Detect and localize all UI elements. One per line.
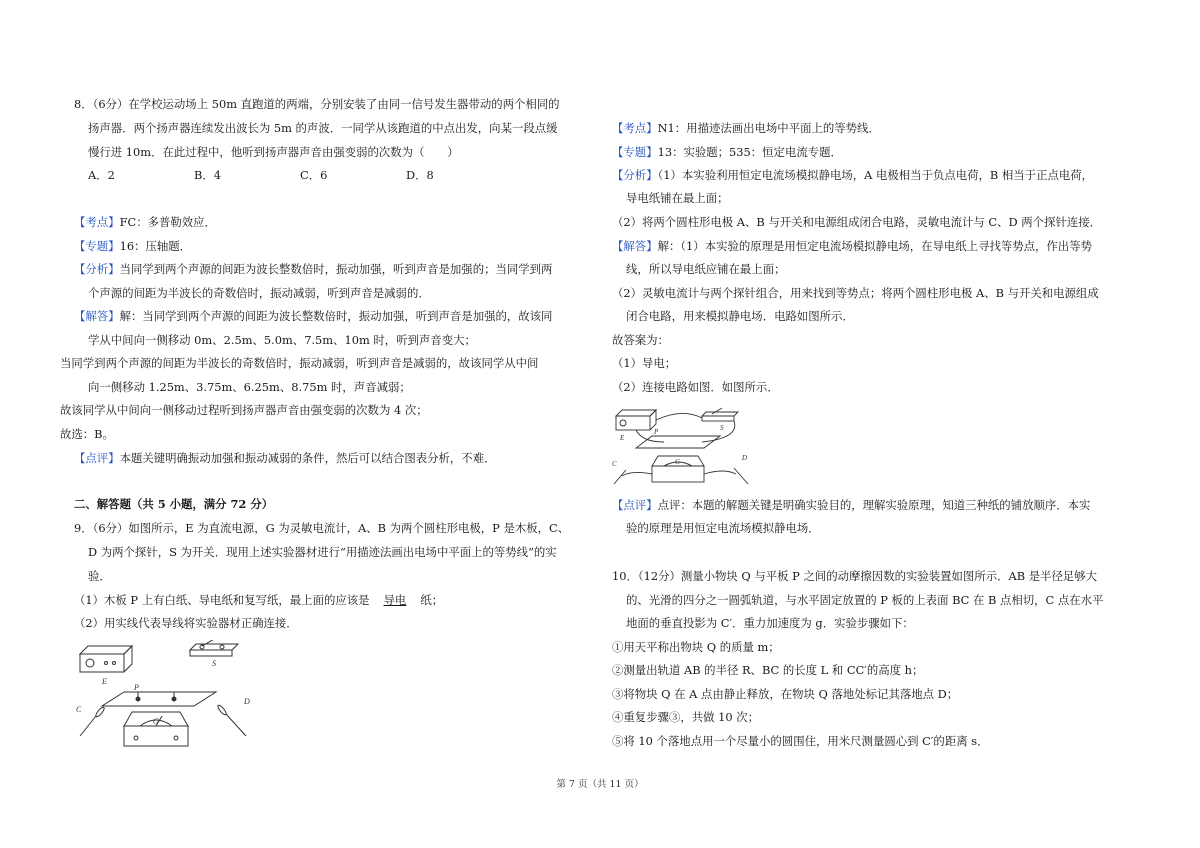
probe-d-icon (734, 468, 748, 484)
section-heading: 二、解答题（共 5 小题，满分 72 分） (74, 497, 274, 511)
q9-zhuanti (612, 144, 842, 160)
jieda-text: 解：当同学到两个声源的间距为波长整数倍时，振动加强，听到声音是加强的，故该同 (119, 309, 553, 323)
q8-jieda5: 故该同学从中间向一侧移动过程听到扬声器声音由强变弱的次数为 4 次； (60, 403, 428, 417)
label-c: C (612, 460, 617, 468)
probe-c-icon (80, 706, 105, 736)
fenxi-tag: 【分析】 (74, 262, 120, 276)
q9-fenxi2: 导电纸铺在最上面； (626, 191, 729, 205)
answer-blank: 导电 (383, 593, 407, 607)
q9-jieda2: 线，所以导电纸应铺在最上面； (626, 262, 786, 276)
q9-dianping2: 验的原理是用恒定电流场模拟静电场． (626, 521, 820, 535)
q9-line2: D 为两个探针，S 为开关．现用上述实验器材进行“用描迹法画出电场中平面上的等势线”的实 (88, 545, 557, 559)
wooden-board-icon (102, 692, 216, 706)
q9-fenxi (612, 167, 1093, 183)
label-s: S (720, 424, 724, 432)
q8-kaodian (74, 214, 216, 230)
q8-option-a: A．2 (88, 168, 115, 182)
fenxi-tag: 【分析】 (612, 168, 658, 182)
q8-jieda6: 故选：B。 (60, 427, 114, 441)
dianping-text: 本题关键明确振动加强和振动减弱的条件，然后可以结合图表分析，不难． (119, 451, 496, 465)
label-g: G (153, 717, 159, 726)
zhuanti-tag: 【专题】 (74, 239, 120, 253)
q10-step4: ④重复步骤③，共做 10 次； (612, 710, 760, 724)
q9-line3: 验． (88, 569, 111, 583)
q10-step1: ①用天平称出物块 Q 的质量 m； (612, 640, 780, 654)
jieda-text: 解：（1）本实验的原理是用恒定电流场模拟静电场，在导电纸上寻找等势点，作出等势 (657, 239, 1092, 253)
q8-option-d: D．8 (406, 168, 434, 182)
q8-option-c: C．6 (300, 168, 328, 182)
dianping-text: 点评：本题的解题关键是明确实验目的，理解实验原理，知道三种纸的铺放顺序．本实 (657, 498, 1091, 512)
dianping-tag: 【点评】 (74, 451, 120, 465)
page-footer: 第 7 页（共 11 页） (556, 779, 644, 790)
wooden-board-icon (636, 436, 720, 448)
q9-fenxi3: （2）将两个圆柱形电极 A、B 与开关和电源组成闭合电路，灵敏电流计与 C、D 两个探针连接． (612, 215, 1102, 229)
fenxi-text: 当同学到两个声源的间距为波长整数倍时，振动加强，听到声音是加强的；当同学到两 (119, 262, 553, 276)
circuit-apparatus-figure (76, 640, 256, 750)
kaodian-tag: 【考点】 (74, 215, 120, 229)
q8-jieda (74, 308, 552, 324)
jieda-tag: 【解答】 (612, 239, 658, 253)
q9-dianping (612, 497, 1090, 513)
connected-circuit-figure (612, 404, 752, 490)
q8-dianping (74, 450, 495, 466)
q9-line4 (74, 592, 443, 608)
q9-jieda5: 故答案为： (612, 333, 669, 347)
q8-fenxi2: 个声源的间距为半波长的奇数倍时，振动减弱，听到声音是减弱的． (88, 286, 430, 300)
q8-line2: 扬声器．两个扬声器连续发出波长为 5m 的声波．一同学从该跑道的中点出发，向某一段点缓 (88, 121, 558, 135)
fenxi-text: （1）本实验利用恒定电流场模拟静电场，A 电极相当于负点电荷，B 相当于正点电荷， (657, 168, 1094, 182)
q8-jieda2: 学从中间向一侧移动 0m、2.5m、5.0m、7.5m、10m 时，听到声音变大； (88, 333, 476, 347)
q9-jieda3: （2）灵敏电流计与两个探针组合，用来找到等势点；将两个圆柱形电极 A、B 与开关和电源组成 (612, 286, 1099, 300)
q9-jieda (612, 238, 1092, 254)
kaodian-text: FC：多普勒效应． (119, 215, 216, 229)
zhuanti-text: 13：实验题；535：恒定电流专题． (657, 145, 842, 159)
q9-jieda6: （1）导电； (612, 356, 677, 370)
q8-line3: 慢行进 10m．在此过程中，他听到扬声器声音由强变弱的次数为（ ） (88, 145, 459, 159)
dianping-tag: 【点评】 (612, 498, 658, 512)
kaodian-tag: 【考点】 (612, 121, 658, 135)
label-e: E (620, 434, 625, 442)
q10-line1: 10．（12分）测量小物块 Q 与平板 P 之间的动摩擦因数的实验装置如图所示．AB 是半径足够大 (612, 569, 1098, 583)
q9-line5: （2）用实线代表导线将实验器材正确连接． (74, 616, 298, 630)
q10-step3: ③将物块 Q 在 A 点由静止释放，在物块 Q 落地处标记其落地点 D； (612, 687, 959, 701)
q9-line4-end: 纸； (420, 593, 444, 607)
q9-line1: 9．（6分）如图所示，E 为直流电源，G 为灵敏电流计，A、B 为两个圆柱形电极，P 是木板，C、 (74, 521, 570, 535)
q8-option-b: B．4 (194, 168, 222, 182)
connecting-wires (622, 413, 736, 476)
probe-d-icon (217, 704, 246, 736)
q10-line2: 的、光滑的四分之一圆弧轨道，与水平固定放置的 P 板的上表面 BC 在 B 点相切，C 点在水平 (626, 593, 1104, 607)
label-p: P (654, 428, 659, 436)
label-d: D (244, 697, 250, 706)
power-supply-icon (80, 646, 132, 672)
q9-kaodian (612, 120, 880, 136)
kaodian-text: N1：用描迹法画出电场中平面上的等势线． (657, 121, 880, 135)
label-c: C (76, 705, 82, 714)
label-p: P (134, 683, 139, 692)
zhuanti-text: 16：压轴题． (119, 239, 192, 253)
power-supply-icon (616, 410, 656, 430)
label-g: G (675, 458, 681, 466)
switch-icon (190, 640, 238, 656)
q10-line3: 地面的垂直投影为 C′．重力加速度为 g．实验步骤如下： (626, 616, 914, 630)
q9-line4-text: （1）木板 P 上有白纸、导电纸和复写纸，最上面的应该是 (74, 593, 370, 607)
q8-zhuanti (74, 238, 191, 254)
q8-options (88, 167, 512, 183)
q8-jieda4: 向一侧移动 1.25m、3.75m、6.25m、8.75m 时，声音减弱； (88, 380, 411, 394)
switch-icon (702, 408, 738, 421)
q8-fenxi (74, 261, 552, 277)
label-s: S (212, 659, 216, 668)
q8-jieda3: 当同学到两个声源的间距为半波长的奇数倍时，振动减弱，听到声音是减弱的，故该同学从中间 (60, 356, 539, 370)
q8-line1: 8．（6分）在学校运动场上 50m 直跑道的两端，分别安装了由同一信号发生器带动的两个相同的 (74, 97, 560, 111)
q9-jieda7: （2）连接电路如图．如图所示． (612, 380, 779, 394)
label-d: D (742, 454, 748, 462)
jieda-tag: 【解答】 (74, 309, 120, 323)
probe-c-icon (614, 470, 626, 484)
zhuanti-tag: 【专题】 (612, 145, 658, 159)
q9-jieda4: 闭合电路，用来模拟静电场．电路如图所示． (626, 309, 854, 323)
q10-step2: ②测量出轨道 AB 的半径 R、BC 的长度 L 和 CC′的高度 h； (612, 663, 924, 677)
q10-step5: ⑤将 10 个落地点用一个尽量小的圆围住，用米尺测量圆心到 C′的距离 s． (612, 734, 989, 748)
label-e: E (102, 677, 107, 686)
